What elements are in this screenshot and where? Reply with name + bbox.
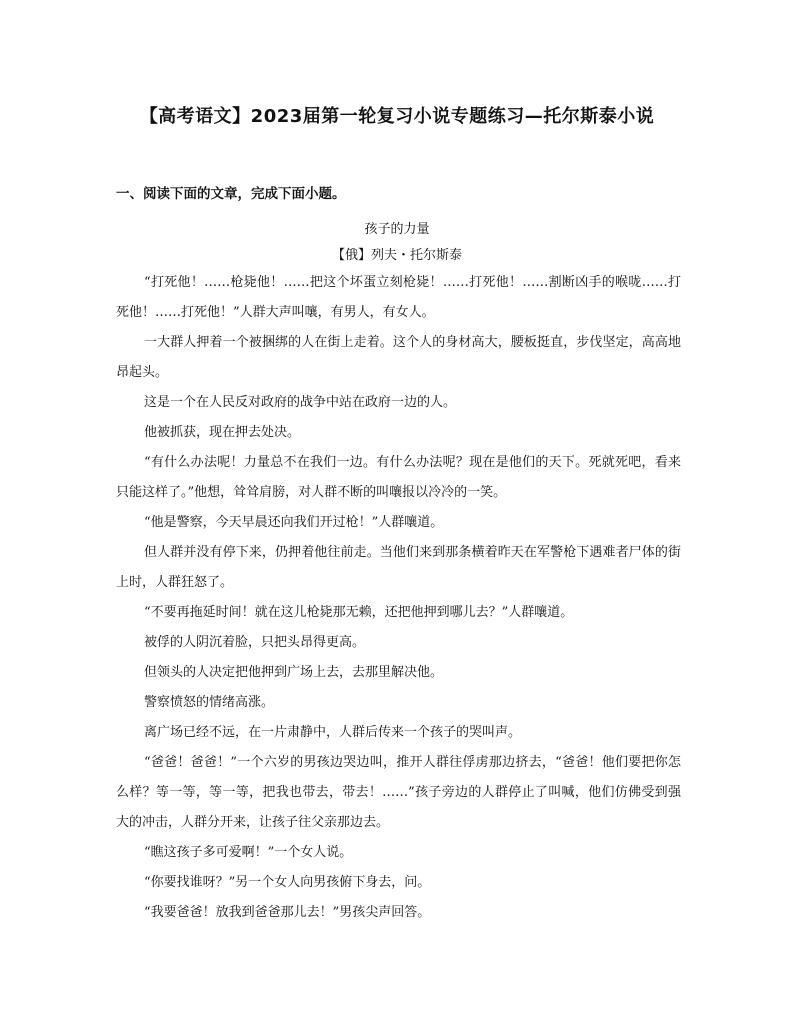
paragraph: “我要爸爸！放我到爸爸那儿去！”男孩尖声回答。 (144, 905, 431, 920)
story-body (116, 268, 681, 928)
paragraph: “打死他！……枪毙他！……把这个坏蛋立刻枪毙！……打死他！……割断凶手的喉咙……打死他！……打死他！”人群大声叫嚷，有男人，有女人。 (116, 275, 681, 320)
section-heading: 一、阅读下面的文章，完成下面小题。 (116, 186, 346, 202)
paragraph: “你要找谁呀？”另一个女人向男孩俯下身去，问。 (144, 875, 431, 890)
paragraph: “爸爸！爸爸！”一个六岁的男孩边哭边叫，推开人群往俘虏那边挤去，“爸爸！他们要把你怎么样？等一等，等一等，把我也带去，带去！……”孩子旁边的人群停止了叫喊，他们仿佛受到强大的冲击，人群分开来，让孩子往父亲那边去。 (116, 755, 681, 830)
paragraph: “不要再拖延时间！就在这儿枪毙那无赖，还把他押到哪儿去？”人群嚷道。 (144, 605, 574, 620)
paragraph: 离广场已经不远，在一片肃静中，人群后传来一个孩子的哭叫声。 (144, 725, 522, 740)
story-title: 孩子的力量 (364, 222, 430, 237)
story-byline: 【俄】列夫・托尔斯泰 (331, 248, 462, 263)
paragraph: 但人群并没有停下来，仍押着他往前走。当他们来到那条横着昨天在军警枪下遇难者尸体的街上时，人群狂怒了。 (116, 545, 681, 590)
paragraph: “瞧这孩子多可爱啊！”一个女人说。 (144, 845, 353, 860)
document-title: 【高考语文】2023届第一轮复习小说专题练习—托尔斯泰小说 (139, 106, 655, 127)
paragraph: 他被抓获，现在押去处决。 (144, 425, 301, 440)
paragraph: “他是警察，今天早晨还向我们开过枪！”人群嚷道。 (144, 515, 444, 530)
paragraph: 一大群人押着一个被捆绑的人在街上走着。这个人的身材高大，腰板挺直，步伐坚定，高高地昂起头。 (116, 335, 681, 380)
paragraph: “有什么办法呢！力量总不在我们一边。有什么办法呢？现在是他们的天下。死就死吧，看来只能这样了。”他想，耸耸肩膀，对人群不断的叫嚷报以冷冷的一笑。 (116, 455, 681, 500)
paragraph: 但领头的人决定把他押到广场上去，去那里解决他。 (144, 665, 444, 680)
paragraph: 警察愤怒的情绪高涨。 (144, 695, 275, 710)
paragraph: 这是一个在人民反对政府的战争中站在政府一边的人。 (144, 395, 457, 410)
paragraph: 被俘的人阴沉着脸，只把头昂得更高。 (144, 635, 366, 650)
